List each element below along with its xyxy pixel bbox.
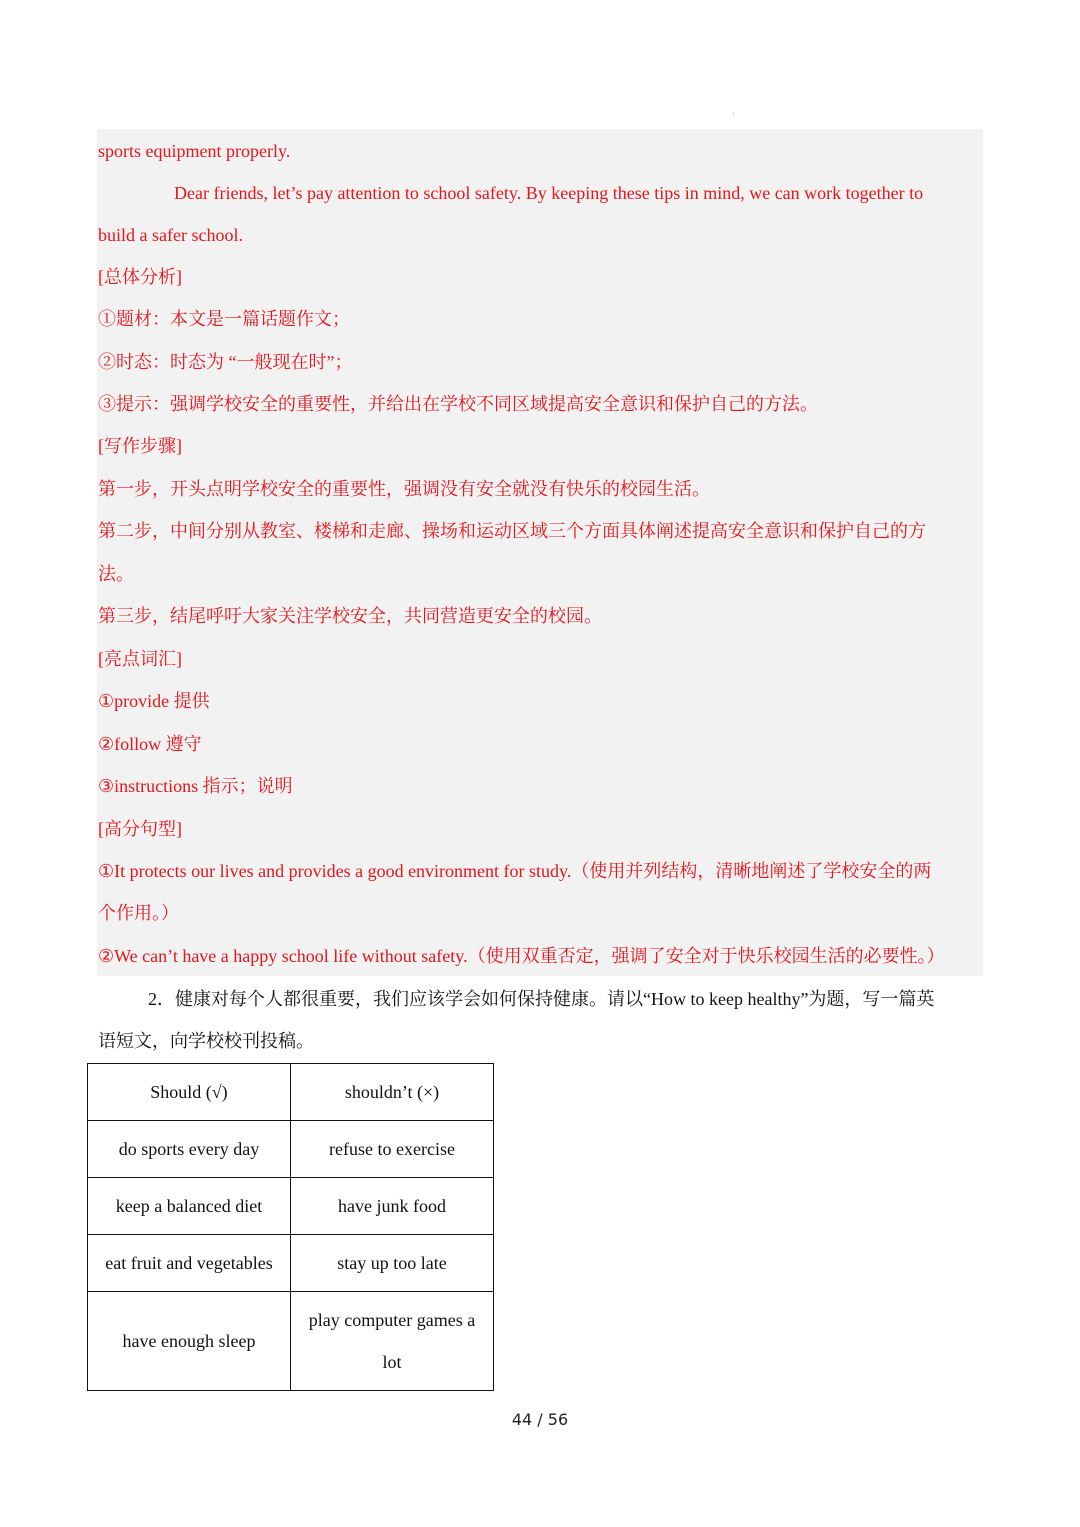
answer-line: ②follow 遵守 [98, 734, 202, 754]
table-cell: do sports every day [88, 1121, 291, 1178]
table-cell: refuse to exercise [291, 1121, 494, 1178]
answer-line: ①provide 提供 [98, 691, 210, 711]
answer-line: 法。 [98, 564, 134, 584]
table-cell: keep a balanced diet [88, 1178, 291, 1235]
section-heading: [总体分析] [98, 267, 182, 287]
section-heading: [高分句型] [98, 819, 182, 839]
answer-line: ③instructions 指示；说明 [98, 776, 293, 796]
table-cell [291, 1292, 494, 1391]
table-row [88, 1178, 494, 1235]
answer-line: 第二步，中间分别从教室、楼梯和走廊、操场和运动区域三个方面具体阐述提高安全意识和保护自己的方 [98, 521, 926, 541]
table-header-cell: shouldn’t (×) [291, 1064, 494, 1121]
answer-line: 个作用。） [98, 903, 179, 923]
answer-line: ②We can’t have a happy school life without safety.（使用双重否定，强调了安全对于快乐校园生活的必要性。） [98, 946, 945, 966]
section-heading: [写作步骤] [98, 436, 182, 456]
table-row [88, 1235, 494, 1292]
section-heading: [亮点词汇] [98, 649, 182, 669]
answer-line: ①题材：本文是一篇话题作文； [98, 309, 350, 329]
answer-line: ②时态：时态为 “一般现在时”； [98, 352, 353, 372]
answer-line: 第一步，开头点明学校安全的重要性，强调没有安全就没有快乐的校园生活。 [98, 479, 710, 499]
table-header-cell: Should (√) [88, 1064, 291, 1121]
answer-line: ①It protects our lives and provides a good environment for study.（使用并列结构，清晰地阐述了学校安全的两 [98, 861, 932, 881]
habits-table [87, 1063, 494, 1391]
answer-line: Dear friends, let’s pay attention to school safety. By keeping these tips in mind, we can work together to [174, 183, 924, 203]
table-cell: eat fruit and vegetables [88, 1235, 291, 1292]
question-text: 语短文，向学校校刊投稿。 [98, 1031, 314, 1051]
table-row [88, 1121, 494, 1178]
table-row [88, 1292, 494, 1391]
answer-line: build a safer school. [98, 225, 243, 245]
answer-line: sports equipment properly. [98, 141, 291, 161]
table-cell: have enough sleep [88, 1292, 291, 1391]
page-mark: 1 [732, 112, 735, 118]
answer-highlight-block [97, 129, 983, 976]
answer-line: 第三步，结尾呼吁大家关注学校安全，共同营造更安全的校园。 [98, 606, 602, 626]
table-cell-line: lot [382, 1352, 402, 1372]
page-number: 44 / 56 [511, 1410, 569, 1429]
table-cell: have junk food [291, 1178, 494, 1235]
table-cell: stay up too late [291, 1235, 494, 1292]
question-text: 2．健康对每个人都很重要，我们应该学会如何保持健康。请以“How to keep healthy”为题，写一篇英 [148, 989, 935, 1009]
answer-line: ③提示：强调学校安全的重要性，并给出在学校不同区域提高安全意识和保护自己的方法。 [98, 394, 818, 414]
table-header-row [88, 1064, 494, 1121]
table-cell-line: play computer games a [308, 1310, 476, 1330]
